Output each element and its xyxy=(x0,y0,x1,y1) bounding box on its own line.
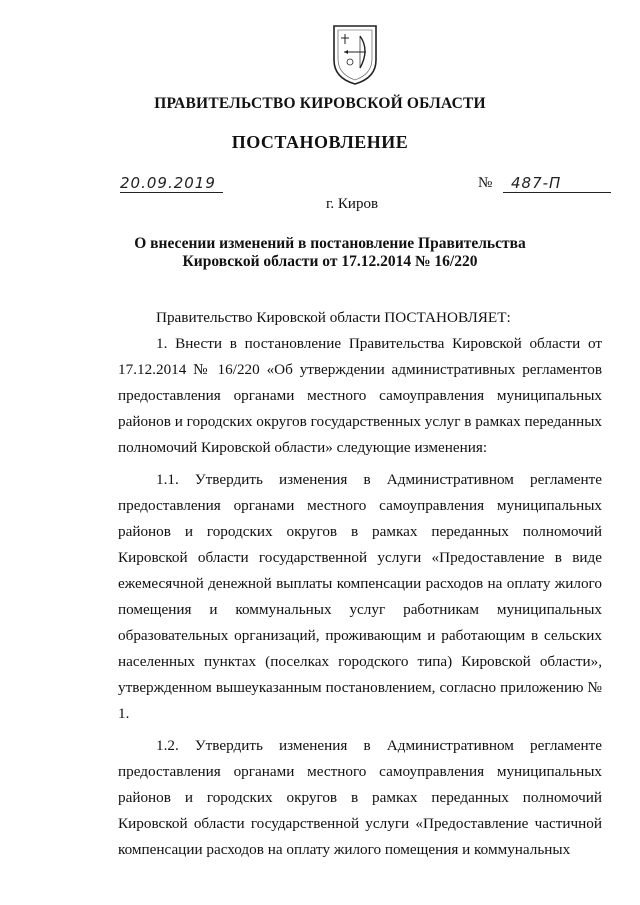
document-body xyxy=(118,305,602,863)
coat-of-arms-icon xyxy=(330,22,380,86)
organization-title: ПРАВИТЕЛЬСТВО КИРОВСКОЙ ОБЛАСТИ xyxy=(154,95,486,112)
document-type-title: ПОСТАНОВЛЕНИЕ xyxy=(231,132,409,152)
document-number: 487-П xyxy=(503,174,611,193)
document-number-block xyxy=(478,174,603,192)
city-label: г. Киров xyxy=(325,196,379,212)
body-paragraph-1-2: 1.2. Утвердить изменения в Административном регламенте предоставления органами местного самоуправления муниципальных районов и городских округов в рамках переданных полномочий Кировской области государственной услуги «Предоставление частичной компенсации расходов на оплату жилого помещения и коммунальных xyxy=(118,737,602,858)
body-paragraph-1-1: 1.1. Утвердить изменения в Административном регламенте предоставления органами местного самоуправления муниципальных районов и городских округов в рамках переданных полномочий Кировской области государственной услуги «Предоставление в виде ежемесячной денежной выплаты компенсации расходов на оплату жилого помещения и коммунальных услуг работникам муниципальных образовательных организаций, проживающим и работающим в сельских населенных пунктах (поселках городского типа) Кировской области», утвержденном вышеуказанным постановлением, согласно приложению № 1. xyxy=(118,471,602,722)
number-sign: № xyxy=(478,175,493,191)
body-paragraph-preamble: Правительство Кировской области ПОСТАНОВЛЯЕТ: xyxy=(156,309,511,326)
document-subject xyxy=(10,235,640,271)
subject-line-2: Кировской области от 17.12.2014 № 16/220 xyxy=(182,253,478,270)
document-date: 20.09.2019 xyxy=(120,174,223,193)
subject-line-1: О внесении изменений в постановление Правительства xyxy=(134,235,526,252)
body-paragraph-1: 1. Внести в постановление Правительства Кировской области от 17.12.2014 № 16/220 «Об утверждении административных регламентов предоставления органами местного самоуправления муниципальных районов и городских округов государственных услуг в рамках переданных полномочий Кировской области» следующие изменения: xyxy=(118,335,602,456)
